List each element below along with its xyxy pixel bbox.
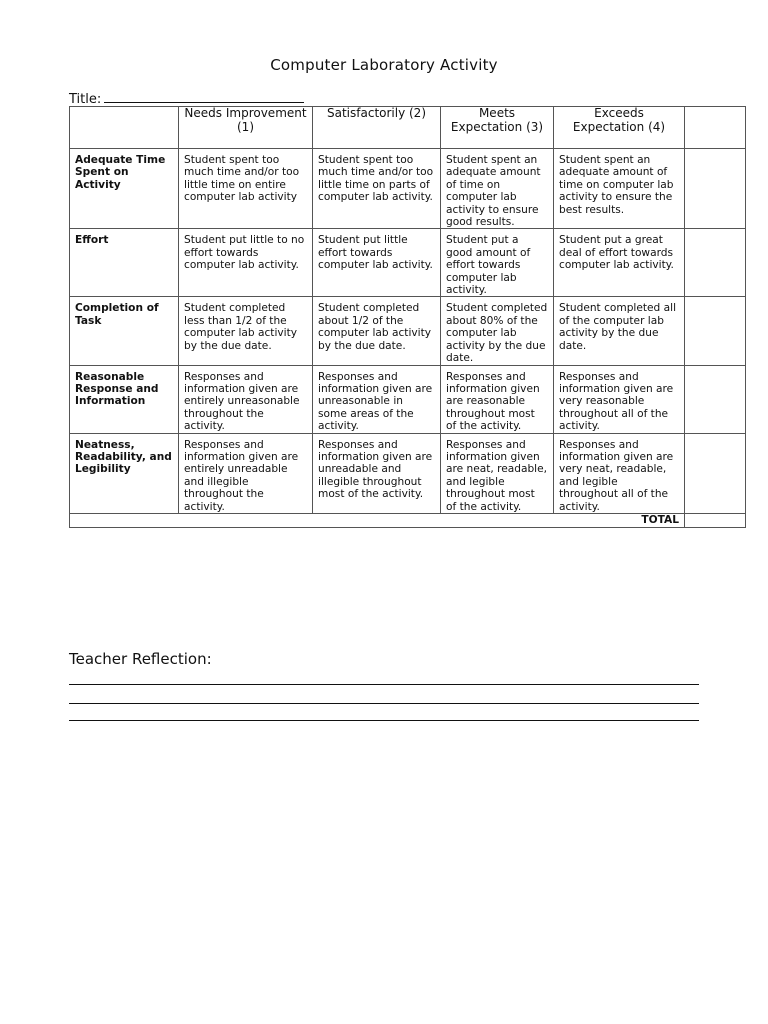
reflection-heading: Teacher Reflection: bbox=[69, 650, 212, 668]
reflection-line[interactable] bbox=[69, 684, 699, 685]
rubric-row bbox=[70, 365, 746, 433]
level-2-cell: Student completed about 1/2 of the computer lab activity by the due date. bbox=[313, 297, 441, 365]
level-4-cell: Responses and information given are very neat, readable, and legible throughout all of the activity. bbox=[554, 433, 685, 513]
score-cell[interactable] bbox=[685, 365, 746, 433]
score-cell[interactable] bbox=[685, 433, 746, 513]
score-cell[interactable] bbox=[685, 229, 746, 297]
rubric-row bbox=[70, 297, 746, 365]
level-1-cell: Student put little to no effort towards computer lab activity. bbox=[179, 229, 313, 297]
criterion-cell: Completion of Task bbox=[70, 297, 179, 365]
criterion-cell: Neatness, Readability, and Legibility bbox=[70, 433, 179, 513]
level-1-cell: Student spent too much time and/or too little time on entire computer lab activity bbox=[179, 149, 313, 229]
level-2-cell: Student put little effort towards computer lab activity. bbox=[313, 229, 441, 297]
header-score bbox=[685, 107, 746, 149]
rubric-row bbox=[70, 149, 746, 229]
level-2-cell: Responses and information given are unreadable and illegible throughout most of the activity. bbox=[313, 433, 441, 513]
level-1-cell: Responses and information given are entirely unreasonable throughout the activity. bbox=[179, 365, 313, 433]
header-level-3: Meets Expectation (3) bbox=[441, 107, 554, 149]
level-3-cell: Student completed about 80% of the computer lab activity by the due date. bbox=[441, 297, 554, 365]
rubric-table bbox=[69, 106, 746, 528]
level-4-cell: Student completed all of the computer lab activity by the due date. bbox=[554, 297, 685, 365]
document-title: Computer Laboratory Activity bbox=[270, 56, 498, 74]
level-2-cell: Responses and information given are unreasonable in some areas of the activity. bbox=[313, 365, 441, 433]
level-2-cell: Student spent too much time and/or too little time on parts of computer lab activity. bbox=[313, 149, 441, 229]
level-4-cell: Student put a great deal of effort towards computer lab activity. bbox=[554, 229, 685, 297]
rubric-row bbox=[70, 433, 746, 513]
header-level-4: Exceeds Expectation (4) bbox=[554, 107, 685, 149]
level-3-cell: Responses and information given are neat, readable, and legible throughout most of the activity. bbox=[441, 433, 554, 513]
level-4-cell: Student spent an adequate amount of time on computer lab activity to ensure the best results. bbox=[554, 149, 685, 229]
level-4-cell: Responses and information given are very reasonable throughout all of the activity. bbox=[554, 365, 685, 433]
level-3-cell: Student put a good amount of effort towards computer lab activity. bbox=[441, 229, 554, 297]
criterion-cell: Adequate Time Spent on Activity bbox=[70, 149, 179, 229]
criterion-cell: Reasonable Response and Information bbox=[70, 365, 179, 433]
level-3-cell: Responses and information given are reasonable throughout most of the activity. bbox=[441, 365, 554, 433]
header-criterion bbox=[70, 107, 179, 149]
criterion-cell: Effort bbox=[70, 229, 179, 297]
title-field bbox=[69, 90, 304, 107]
title-field-label: Title: bbox=[69, 92, 102, 107]
reflection-line[interactable] bbox=[69, 720, 699, 721]
title-field-blank[interactable] bbox=[104, 90, 304, 103]
level-1-cell: Student completed less than 1/2 of the computer lab activity by the due date. bbox=[179, 297, 313, 365]
rubric-header-row bbox=[70, 107, 746, 149]
score-cell[interactable] bbox=[685, 297, 746, 365]
total-label: TOTAL bbox=[70, 513, 685, 527]
score-cell[interactable] bbox=[685, 149, 746, 229]
level-1-cell: Responses and information given are entirely unreadable and illegible throughout the activity. bbox=[179, 433, 313, 513]
total-row bbox=[70, 513, 746, 527]
reflection-line[interactable] bbox=[69, 703, 699, 704]
header-level-2: Satisfactorily (2) bbox=[313, 107, 441, 149]
header-level-1: Needs Improvement (1) bbox=[179, 107, 313, 149]
rubric-row bbox=[70, 229, 746, 297]
total-score-cell[interactable] bbox=[685, 513, 746, 527]
level-3-cell: Student spent an adequate amount of time on computer lab activity to ensure good results. bbox=[441, 149, 554, 229]
